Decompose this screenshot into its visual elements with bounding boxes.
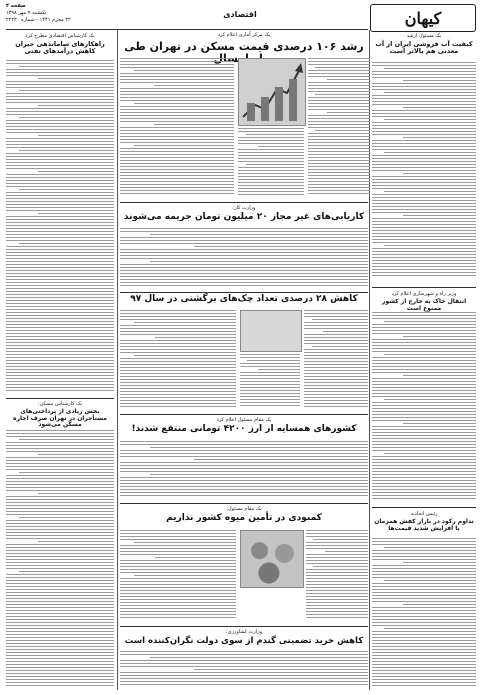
- column-separator: [117, 30, 118, 690]
- article-headline: کیفیت آب فروشی ایران از آب معدنی هم بالاتر است: [375, 40, 473, 56]
- section-title: اقتصادی: [223, 10, 257, 19]
- article-body-text: [6, 430, 114, 688]
- article-kicker: یک کارشناس اقتصادی مطرح کرد: [25, 33, 95, 39]
- currency-article-header: [120, 417, 368, 435]
- article-headline: کاهش خرید تضمینی گندم از سوی دولت نگران‌کننده است: [124, 636, 364, 646]
- cheques-article-header: [120, 295, 368, 305]
- article-headline: کشورهای همسایه از ارز ۴۲۰۰ تومانی منتفع شدند!: [131, 424, 357, 434]
- article-kicker: یک مسئول ارشد: [406, 33, 442, 39]
- article-headline: بخش زیادی از پرداختی‌های مستأجران در تهران صرف اجاره مسکن می‌شود: [13, 408, 107, 429]
- article-divider: [120, 414, 368, 415]
- article-body-text: [372, 538, 476, 688]
- masthead-logo: [370, 4, 476, 32]
- article-body-text: [120, 530, 236, 622]
- brand-name: کیهان: [404, 8, 442, 28]
- article-body-text: [240, 354, 300, 410]
- article-kicker: وزیر راه و شهرسازی اعلام کرد: [391, 291, 457, 297]
- article-body-text: [120, 310, 236, 410]
- article-divider: [6, 398, 114, 399]
- article-body-text: [120, 58, 234, 198]
- article-body-text: [372, 312, 476, 502]
- issue-line: ۲۲ محرم ۱۴۴۱ - شماره ۲۲۲۳۰: [6, 17, 71, 23]
- wheat-article-header: [120, 629, 368, 646]
- article-headline: رشد ۱۰۶ درصدی قیمت مسکن در تهران طی: [124, 40, 364, 53]
- article-body-text: [238, 128, 304, 198]
- date-line: یکشنبه ۷ مهر ۱۳۹۸: [6, 10, 47, 16]
- rent-article: [6, 401, 114, 429]
- article-body-text: [372, 62, 476, 282]
- article-headline: تداوم رکود در بازار کفش همزمان با افزایش شدید قیمت‌ها: [374, 518, 474, 532]
- article-body-text: [304, 310, 368, 410]
- header-rule: [6, 29, 368, 30]
- page-number: صفحه ۴: [6, 3, 26, 9]
- rising-arrow-icon: [239, 59, 305, 125]
- article-divider: [120, 503, 368, 504]
- article-headline: راهکارهای ساماندهی جبران کاهش درآمدهای نفتی: [15, 40, 105, 56]
- article-body-text: [120, 651, 368, 689]
- article-kicker: یک مقام مسئول:: [226, 506, 262, 512]
- article-kicker: یک مقام مسئول اعلام کرد: [216, 417, 272, 423]
- gold-shop-article: [372, 291, 476, 312]
- article-divider: [372, 507, 476, 508]
- article-kicker: رئیس اتحادیه: [410, 511, 438, 517]
- left-top-article: [6, 33, 114, 55]
- article-body-text: [306, 530, 368, 622]
- article-kicker: یک مرکز آماری اعلام کرد: [217, 32, 271, 38]
- exports-article: [372, 511, 476, 532]
- page-meta: [6, 3, 116, 24]
- article-divider: [120, 202, 368, 203]
- fruit-article-header: [120, 506, 368, 524]
- article-kicker: وزارت کشاورزی:: [225, 629, 263, 635]
- article-kicker: یک کارشناس مسکن:: [37, 401, 83, 407]
- cheque-photo: [240, 310, 302, 352]
- article-divider: [120, 292, 368, 293]
- article-divider: [120, 626, 368, 627]
- article-headline: انتقال خاک به خارج از کشور ممنوع است: [381, 298, 467, 312]
- article-body-text: [6, 60, 114, 395]
- article-body-text: [308, 58, 370, 198]
- article-headline: کاریابی‌های غیر مجاز ۲۰ میلیون تومان جریمه می‌شوند: [123, 212, 365, 222]
- article-kicker: وزارت کار:: [232, 205, 256, 211]
- virtual-jobs-article-header: [120, 205, 368, 223]
- article-body-text: [120, 441, 368, 499]
- right-top-article: [372, 33, 476, 55]
- fruit-photo: [240, 530, 304, 588]
- article-divider: [372, 287, 476, 288]
- article-headline: کمبودی در تأمین میوه کشور نداریم: [166, 513, 322, 523]
- article-body-text: [120, 228, 368, 288]
- article-headline: کاهش ۲۸ درصدی تعداد چک‌های برگشتی در سال ۹۷: [130, 294, 358, 304]
- housing-chart-photo: [238, 58, 306, 126]
